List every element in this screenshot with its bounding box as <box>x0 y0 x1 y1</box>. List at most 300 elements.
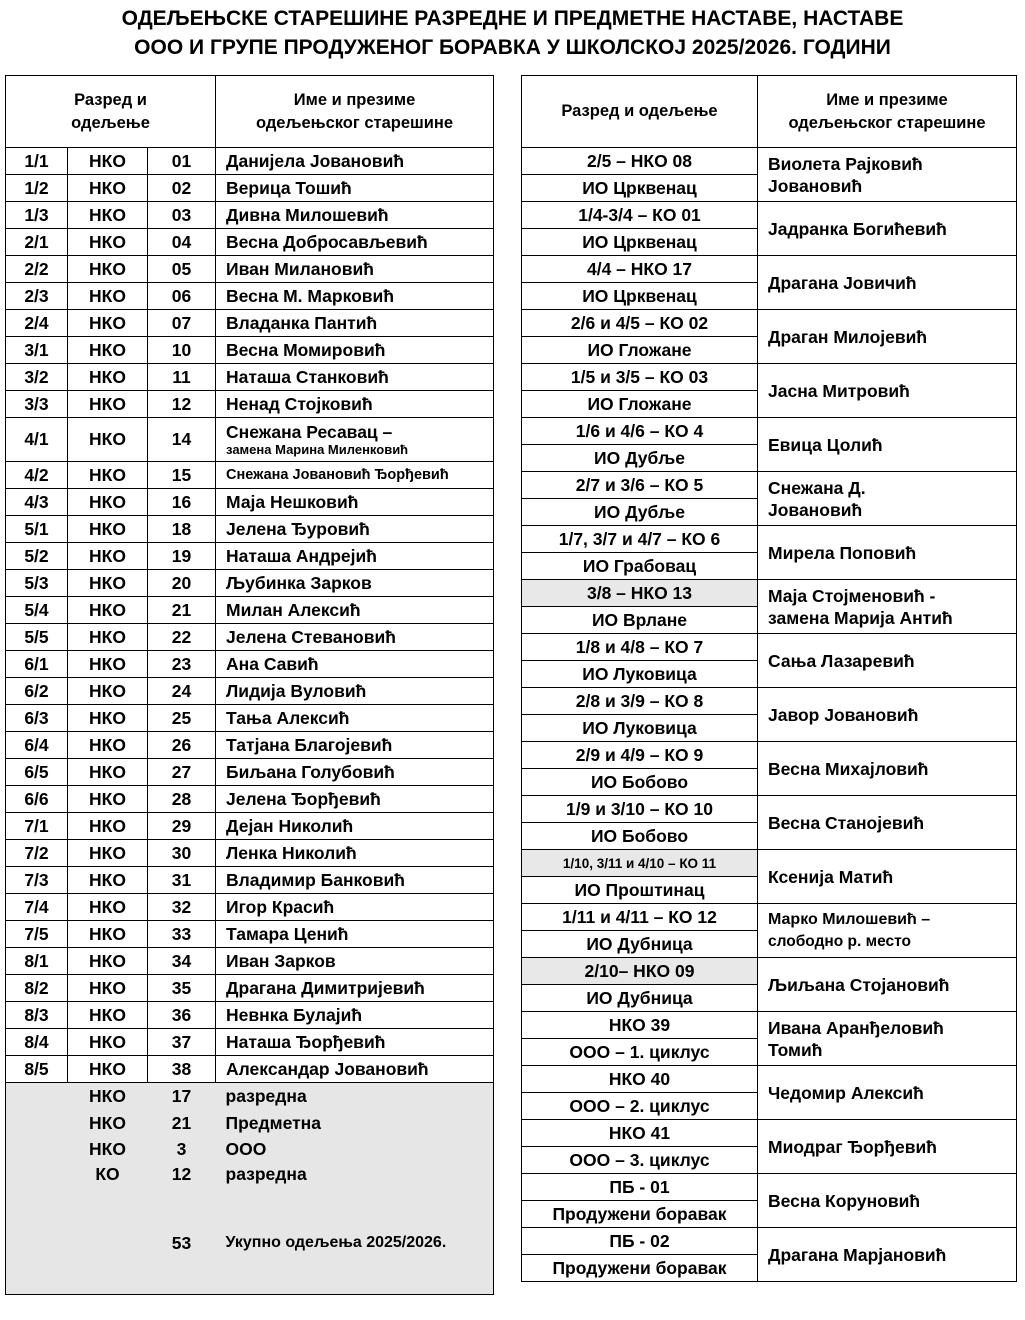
code-cell: НКО <box>68 391 148 418</box>
header-class-cell: Разред и одељење <box>522 76 758 148</box>
teacher-name-cell: Владимир Банковић <box>216 867 494 894</box>
class-cell: 8/4 <box>6 1029 68 1056</box>
header-name-line-1: Име и презиме <box>293 90 416 109</box>
location-cell: ИО Црквенац <box>522 175 758 202</box>
group-row-top <box>522 418 1017 445</box>
table-row <box>6 975 494 1002</box>
code-cell: НКО <box>68 597 148 624</box>
class-group-cell: 2/7 и 3/6 – КО 5 <box>522 472 758 499</box>
teacher-name-cell <box>758 364 1017 418</box>
class-cell: 5/4 <box>6 597 68 624</box>
teacher-name-line-2: замена Марија Антић <box>768 607 953 628</box>
code-cell: НКО <box>68 516 148 543</box>
table-row <box>6 364 494 391</box>
teacher-name: Ксенија Матић <box>768 866 894 887</box>
summary-label: ООО <box>216 1137 494 1162</box>
teacher-name: Весна Михајловић <box>768 758 929 779</box>
teacher-name: Миодраг Ђорђевић <box>768 1136 937 1157</box>
teacher-substitute: замена Марина Миленковић <box>226 441 409 457</box>
teacher-name-cell: Данијела Јовановић <box>216 148 494 175</box>
location-cell: ООО – 1. циклус <box>522 1039 758 1066</box>
table-row <box>6 391 494 418</box>
number-cell: 28 <box>148 786 216 813</box>
teacher-name-cell: Наташа Ђорђевић <box>216 1029 494 1056</box>
teacher-name: Снежана Д. <box>768 477 866 498</box>
location-cell: ИО Дубница <box>522 985 758 1012</box>
teacher-name-cell <box>758 634 1017 688</box>
class-group-cell: 2/5 – НКО 08 <box>522 148 758 175</box>
group-row-top <box>522 472 1017 499</box>
teacher-name-cell <box>758 580 1017 634</box>
table-row <box>6 948 494 975</box>
summary-label: разредна <box>216 1162 494 1187</box>
code-cell: НКО <box>68 867 148 894</box>
class-cell: 1/2 <box>6 175 68 202</box>
location-cell: ИО Црквенац <box>522 283 758 310</box>
teacher-name-cell: Наташа Андрејић <box>216 543 494 570</box>
teacher-name: Марко Милошевић – <box>768 910 931 928</box>
header-name-cell: Име и презиме одељењског старешине <box>758 76 1017 148</box>
code-cell: НКО <box>68 894 148 921</box>
teacher-name-cell: Наташа Станковић <box>216 364 494 391</box>
code-cell: НКО <box>68 786 148 813</box>
location-cell: ИО Гложане <box>522 391 758 418</box>
teacher-name-line-2: Томић <box>768 1039 823 1060</box>
table-row <box>6 1029 494 1056</box>
teacher-name-cell <box>216 418 494 462</box>
table-row <box>6 175 494 202</box>
summary-count: 3 <box>148 1137 216 1162</box>
code-cell: НКО <box>68 418 148 462</box>
class-cell: 6/6 <box>6 786 68 813</box>
teacher-name-cell <box>758 1174 1017 1228</box>
teacher-name-cell: Маја Нешковић <box>216 489 494 516</box>
group-row-top <box>522 1174 1017 1201</box>
code-cell: НКО <box>68 1002 148 1029</box>
summary-total-row <box>6 1231 494 1295</box>
summary-spacer-cell <box>6 1187 494 1231</box>
summary-blank-cell <box>6 1083 68 1110</box>
teacher-name-cell: Дивна Милошевић <box>216 202 494 229</box>
table-row <box>6 759 494 786</box>
summary-spacer-row <box>6 1187 494 1231</box>
group-row-top <box>522 526 1017 553</box>
teacher-name: Евица Цолић <box>768 434 883 455</box>
number-cell: 20 <box>148 570 216 597</box>
class-cell: 5/3 <box>6 570 68 597</box>
number-cell: 36 <box>148 1002 216 1029</box>
teacher-name-cell <box>758 1066 1017 1120</box>
code-cell: НКО <box>68 1029 148 1056</box>
table-row <box>6 678 494 705</box>
teacher-name-cell: Верица Тошић <box>216 175 494 202</box>
summary-blank-cell <box>6 1110 68 1137</box>
location-cell: Продужени боравак <box>522 1255 758 1282</box>
class-cell: 8/3 <box>6 1002 68 1029</box>
number-cell: 16 <box>148 489 216 516</box>
number-cell: 06 <box>148 283 216 310</box>
teacher-name-cell <box>758 688 1017 742</box>
teacher-name-cell: Иван Зарков <box>216 948 494 975</box>
group-row-top <box>522 904 1017 931</box>
header-name-line-2: одељењског старешине <box>255 113 454 132</box>
teacher-name-cell: Јелена Стевановић <box>216 624 494 651</box>
location-cell: ИО Гложане <box>522 337 758 364</box>
table-row <box>6 202 494 229</box>
table-row <box>6 786 494 813</box>
title-line-2: ООО И ГРУПЕ ПРОДУЖЕНОГ БОРАВКА У ШКОЛСКОЈ 2025/2026. ГОДИНИ <box>134 36 891 59</box>
class-cell: 7/2 <box>6 840 68 867</box>
teacher-name-cell <box>758 310 1017 364</box>
location-cell: ООО – 2. циклус <box>522 1093 758 1120</box>
number-cell: 25 <box>148 705 216 732</box>
code-cell: НКО <box>68 462 148 489</box>
table-row <box>6 894 494 921</box>
number-cell: 38 <box>148 1056 216 1083</box>
code-cell: НКО <box>68 840 148 867</box>
teacher-name-cell <box>758 1120 1017 1174</box>
number-cell: 33 <box>148 921 216 948</box>
class-cell: 7/4 <box>6 894 68 921</box>
teacher-name: Драган Милојевић <box>768 326 928 347</box>
class-cell: 3/1 <box>6 337 68 364</box>
teacher-name-cell: Милан Алексић <box>216 597 494 624</box>
class-cell: 5/1 <box>6 516 68 543</box>
code-cell: НКО <box>68 256 148 283</box>
class-group-cell: 1/10, 3/11 и 4/10 – КО 11 <box>522 850 758 877</box>
right-class-table <box>521 75 1017 1282</box>
summary-label: Предметна <box>216 1110 494 1137</box>
teacher-name-cell <box>758 1228 1017 1282</box>
location-cell: ИО Грабовац <box>522 553 758 580</box>
class-group-cell: НКО 41 <box>522 1120 758 1147</box>
class-cell: 7/5 <box>6 921 68 948</box>
summary-label: разредна <box>216 1083 494 1110</box>
class-group-cell: 2/6 и 4/5 – КО 02 <box>522 310 758 337</box>
code-cell: НКО <box>68 337 148 364</box>
teacher-name: Маја Стојменовић - <box>768 585 936 606</box>
teacher-name-cell: Иван Милановић <box>216 256 494 283</box>
code-cell: НКО <box>68 175 148 202</box>
teacher-name-cell: Лидија Вуловић <box>216 678 494 705</box>
teacher-name-cell <box>758 418 1017 472</box>
location-cell: ИО Проштинац <box>522 877 758 904</box>
teacher-name: Снежана Ресавац – <box>226 421 393 442</box>
table-row <box>6 337 494 364</box>
teacher-name-line-2: Јовановић <box>768 175 863 196</box>
class-cell: 8/2 <box>6 975 68 1002</box>
code-cell: НКО <box>68 202 148 229</box>
teacher-name-cell: Ленка Николић <box>216 840 494 867</box>
teacher-name-cell: Ненад Стојковић <box>216 391 494 418</box>
table-row <box>6 840 494 867</box>
location-cell: ООО – 3. циклус <box>522 1147 758 1174</box>
table-row <box>6 867 494 894</box>
teacher-name-line-2: Јовановић <box>768 499 863 520</box>
group-row-top <box>522 148 1017 175</box>
number-cell: 27 <box>148 759 216 786</box>
teacher-name-cell: Весна Момировић <box>216 337 494 364</box>
class-group-cell: 2/9 и 4/9 – КО 9 <box>522 742 758 769</box>
group-row-top <box>522 1228 1017 1255</box>
right-header-row <box>522 76 1017 148</box>
location-cell: ИО Бобово <box>522 823 758 850</box>
group-row-top <box>522 256 1017 283</box>
class-cell: 5/5 <box>6 624 68 651</box>
number-cell: 19 <box>148 543 216 570</box>
table-row <box>6 570 494 597</box>
title-line-1: ОДЕЉЕЊСКЕ СТАРЕШИНЕ РАЗРЕДНЕ И ПРЕДМЕТНЕ НАСТАВЕ, НАСТАВЕ <box>121 7 904 30</box>
summary-code: КО <box>68 1162 148 1187</box>
number-cell: 15 <box>148 462 216 489</box>
number-cell: 37 <box>148 1029 216 1056</box>
class-cell: 6/2 <box>6 678 68 705</box>
teacher-name: Јавор Јовановић <box>768 704 919 725</box>
class-cell: 4/1 <box>6 418 68 462</box>
class-cell: 5/2 <box>6 543 68 570</box>
teacher-name-cell: Ана Савић <box>216 651 494 678</box>
table-row <box>6 148 494 175</box>
table-row <box>6 651 494 678</box>
group-row-top <box>522 1120 1017 1147</box>
group-row-top <box>522 202 1017 229</box>
code-cell: НКО <box>68 813 148 840</box>
class-group-cell: 1/11 и 4/11 – КО 12 <box>522 904 758 931</box>
class-cell: 6/5 <box>6 759 68 786</box>
teacher-name-cell <box>758 148 1017 202</box>
teacher-name: Мирела Поповић <box>768 542 917 563</box>
code-cell: НКО <box>68 921 148 948</box>
number-cell: 22 <box>148 624 216 651</box>
code-cell: НКО <box>68 570 148 597</box>
location-cell: ИО Дубље <box>522 499 758 526</box>
class-cell: 2/1 <box>6 229 68 256</box>
group-row-top <box>522 742 1017 769</box>
summary-blank-cell <box>6 1137 68 1162</box>
teacher-name: Јасна Митровић <box>768 380 910 401</box>
teacher-name-cell: Тања Алексић <box>216 705 494 732</box>
teacher-name: Драгана Марјановић <box>768 1244 947 1265</box>
code-cell: НКО <box>68 229 148 256</box>
teacher-name: Сања Лазаревић <box>768 650 915 671</box>
teacher-name-cell <box>758 742 1017 796</box>
teacher-name-cell <box>758 850 1017 904</box>
class-cell: 7/1 <box>6 813 68 840</box>
class-group-cell: 1/8 и 4/8 – КО 7 <box>522 634 758 661</box>
class-group-cell: 1/4-3/4 – КО 01 <box>522 202 758 229</box>
teacher-name-cell: Невнка Булајић <box>216 1002 494 1029</box>
code-cell: НКО <box>68 283 148 310</box>
teacher-name-cell: Љубинка Зарков <box>216 570 494 597</box>
group-row-top <box>522 958 1017 985</box>
number-cell: 29 <box>148 813 216 840</box>
group-row-top <box>522 580 1017 607</box>
class-cell: 4/2 <box>6 462 68 489</box>
class-cell: 8/5 <box>6 1056 68 1083</box>
class-cell: 2/4 <box>6 310 68 337</box>
table-row <box>6 705 494 732</box>
number-cell: 35 <box>148 975 216 1002</box>
number-cell: 18 <box>148 516 216 543</box>
code-cell: НКО <box>68 705 148 732</box>
teacher-name-line-2: слободно р. место <box>768 932 911 950</box>
teacher-name: Виолета Рајковић <box>768 153 923 174</box>
teacher-name: Чедомир Алексић <box>768 1082 924 1103</box>
group-row-top <box>522 1066 1017 1093</box>
number-cell: 07 <box>148 310 216 337</box>
summary-code: НКО <box>68 1110 148 1137</box>
code-cell: НКО <box>68 624 148 651</box>
summary-code: НКО <box>68 1083 148 1110</box>
number-cell: 10 <box>148 337 216 364</box>
left-header-row <box>6 76 494 148</box>
teacher-name-cell <box>758 526 1017 580</box>
left-class-table <box>5 75 494 1295</box>
table-row <box>6 229 494 256</box>
summary-blank-cell <box>6 1231 148 1295</box>
code-cell: НКО <box>68 364 148 391</box>
teacher-name-cell: Весна М. Марковић <box>216 283 494 310</box>
summary-count: 21 <box>148 1110 216 1137</box>
class-group-cell: НКО 39 <box>522 1012 758 1039</box>
teacher-name-cell: Јелена Ђуровић <box>216 516 494 543</box>
total-count: 53 <box>148 1231 216 1295</box>
location-cell: ИО Црквенац <box>522 229 758 256</box>
class-group-cell: 1/9 и 3/10 – КО 10 <box>522 796 758 823</box>
number-cell: 01 <box>148 148 216 175</box>
class-cell: 2/2 <box>6 256 68 283</box>
number-cell: 12 <box>148 391 216 418</box>
code-cell: НКО <box>68 948 148 975</box>
location-cell: ИО Луковица <box>522 661 758 688</box>
summary-row <box>6 1137 494 1162</box>
table-row <box>6 543 494 570</box>
class-cell: 6/3 <box>6 705 68 732</box>
summary-row <box>6 1083 494 1110</box>
code-cell: НКО <box>68 732 148 759</box>
class-group-cell: 1/7, 3/7 и 4/7 – КО 6 <box>522 526 758 553</box>
table-row <box>6 489 494 516</box>
teacher-name-cell: Весна Добросављевић <box>216 229 494 256</box>
location-cell: ИО Дубница <box>522 931 758 958</box>
location-cell: ИО Врлане <box>522 607 758 634</box>
teacher-name-cell: Снежана Јовановић Ђорђевић <box>216 462 494 489</box>
class-cell: 2/3 <box>6 283 68 310</box>
class-group-cell: ПБ - 01 <box>522 1174 758 1201</box>
table-row <box>6 813 494 840</box>
teacher-name-cell: Јелена Ђорђевић <box>216 786 494 813</box>
header-class-line-2: одељење <box>71 113 150 132</box>
number-cell: 05 <box>148 256 216 283</box>
number-cell: 31 <box>148 867 216 894</box>
number-cell: 11 <box>148 364 216 391</box>
teacher-name: Љиљана Стојановић <box>768 974 950 995</box>
number-cell: 24 <box>148 678 216 705</box>
location-cell: ИО Луковица <box>522 715 758 742</box>
group-row-top <box>522 634 1017 661</box>
class-cell: 1/3 <box>6 202 68 229</box>
number-cell: 30 <box>148 840 216 867</box>
table-row <box>6 462 494 489</box>
number-cell: 04 <box>148 229 216 256</box>
teacher-name-cell <box>758 202 1017 256</box>
teacher-name-cell: Драгана Димитријевић <box>216 975 494 1002</box>
group-row-top <box>522 364 1017 391</box>
group-row-top <box>522 796 1017 823</box>
teacher-name-cell <box>758 256 1017 310</box>
teacher-name-cell <box>758 1012 1017 1066</box>
class-cell: 8/1 <box>6 948 68 975</box>
location-cell: Продужени боравак <box>522 1201 758 1228</box>
table-row <box>6 256 494 283</box>
code-cell: НКО <box>68 489 148 516</box>
class-cell: 6/4 <box>6 732 68 759</box>
summary-blank-cell <box>6 1162 68 1187</box>
class-group-cell: НКО 40 <box>522 1066 758 1093</box>
number-cell: 34 <box>148 948 216 975</box>
number-cell: 14 <box>148 418 216 462</box>
number-cell: 32 <box>148 894 216 921</box>
teacher-name-cell <box>758 958 1017 1012</box>
number-cell: 03 <box>148 202 216 229</box>
table-row <box>6 1002 494 1029</box>
class-group-cell: 1/5 и 3/5 – КО 03 <box>522 364 758 391</box>
class-group-cell: 2/8 и 3/9 – КО 8 <box>522 688 758 715</box>
teacher-name-cell <box>758 472 1017 526</box>
summary-code: НКО <box>68 1137 148 1162</box>
table-row <box>6 921 494 948</box>
table-row <box>6 283 494 310</box>
teacher-name: Јадранка Богићевић <box>768 218 947 239</box>
table-row <box>6 597 494 624</box>
number-cell: 02 <box>148 175 216 202</box>
number-cell: 23 <box>148 651 216 678</box>
teacher-name-cell <box>758 796 1017 850</box>
code-cell: НКО <box>68 759 148 786</box>
group-row-top <box>522 850 1017 877</box>
code-cell: НКО <box>68 1056 148 1083</box>
class-cell: 3/2 <box>6 364 68 391</box>
document-title <box>0 4 1025 62</box>
header-class-cell <box>6 76 216 148</box>
total-label: Укупно одељења 2025/2026. <box>216 1231 494 1295</box>
class-cell: 1/1 <box>6 148 68 175</box>
code-cell: НКО <box>68 651 148 678</box>
code-cell: НКО <box>68 148 148 175</box>
class-cell: 3/3 <box>6 391 68 418</box>
summary-row <box>6 1110 494 1137</box>
class-cell: 7/3 <box>6 867 68 894</box>
summary-count: 12 <box>148 1162 216 1187</box>
code-cell: НКО <box>68 543 148 570</box>
code-cell: НКО <box>68 975 148 1002</box>
class-group-cell: 1/6 и 4/6 – КО 4 <box>522 418 758 445</box>
teacher-name: Весна Коруновић <box>768 1190 921 1211</box>
class-group-cell: ПБ - 02 <box>522 1228 758 1255</box>
table-row <box>6 516 494 543</box>
summary-row <box>6 1162 494 1187</box>
teacher-name-cell: Тамара Ценић <box>216 921 494 948</box>
group-row-top <box>522 1012 1017 1039</box>
table-row <box>6 310 494 337</box>
teacher-name: Драгана Јовичић <box>768 272 917 293</box>
class-cell: 4/3 <box>6 489 68 516</box>
location-cell: ИО Дубље <box>522 445 758 472</box>
teacher-name-cell: Дејан Николић <box>216 813 494 840</box>
table-row <box>6 732 494 759</box>
teacher-name-cell: Александар Јовановић <box>216 1056 494 1083</box>
teacher-name-cell: Владанка Пантић <box>216 310 494 337</box>
